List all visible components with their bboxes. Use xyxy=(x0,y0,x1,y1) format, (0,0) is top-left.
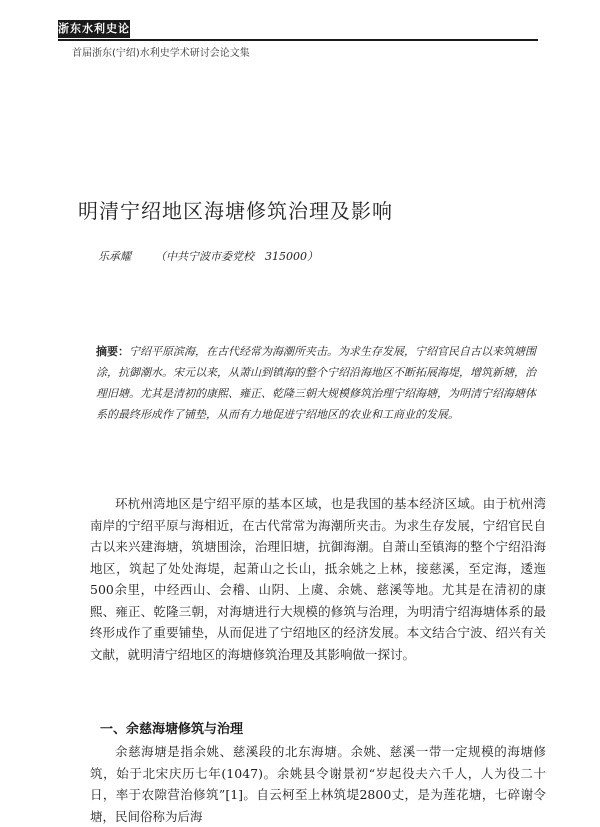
series-tag: 浙东水利史论 xyxy=(58,20,130,38)
running-head-book-title: 首届浙东(宁绍)水利史学术研讨会论文集 xyxy=(72,48,250,59)
header-rule xyxy=(58,39,538,41)
section-paragraph: 余慈海塘是指余姚、慈溪段的北东海塘。余姚、慈溪一带一定规模的海塘修筑，始于北宋庆历七年(1047)。余姚县令谢景初“岁起役夫六千人，人为役二十日，率于农隙营治修筑”[1]。自云柯至上林筑堤2800丈，是为莲花塘，七碎谢令塘，民间俗称为后海 xyxy=(90,744,546,824)
author-name: 乐承耀 xyxy=(98,250,131,263)
abstract xyxy=(96,341,536,425)
author-affiliation: （中共宁波市委党校 315000） xyxy=(155,250,318,263)
byline xyxy=(98,248,318,264)
abstract-text: 宁绍平原滨海，在古代经常为海潮所夹击。为求生存发展，宁绍官民自古以来筑塘围涂，抗御潮水。宋元以来，从萧山到镇海的整个宁绍沿海地区不断拓展海堤，增筑新塘，治理旧塘。尤其是清初的康熙、雍正、乾隆三朝大规模修筑治理宁绍海塘，为明清宁绍海塘体系的最终形成作了铺垫，从而有力地促进宁绍地区的农业和工商业的发展。 xyxy=(96,345,536,421)
article-title: 明清宁绍地区海塘修筑治理及影响 xyxy=(78,199,393,223)
abstract-label: 摘要： xyxy=(96,345,129,358)
intro-paragraph: 环杭州湾地区是宁绍平原的基本区域，也是我国的基本经济区域。由于杭州湾南岸的宁绍平原与海相近，在古代常常为海潮所夹击。为求生存发展，宁绍官民自古以来兴建海塘，筑塘围涂，治理旧塘，抗御海潮。自萧山至镇海的整个宁绍沿海地区，筑起了处处海堤，起萧山之长山，抵余姚之上林，接慈溪，至定海，逶迤500余里，中经西山、会稽、山阴、上虞、余姚、慈溪等地。尤其是在清初的康熙、雍正、乾隆三朝，对海塘进行大规模的修筑与治理，为明清宁绍海塘体系的最终形成作了重要铺垫，从而促进了宁绍地区的经济发展。本文结合宁波、绍兴有关文献，就明清宁绍地区的海塘修筑治理及其影响做一探讨。 xyxy=(90,496,546,662)
section-heading: 一、余慈海塘修筑与治理 xyxy=(100,722,244,737)
